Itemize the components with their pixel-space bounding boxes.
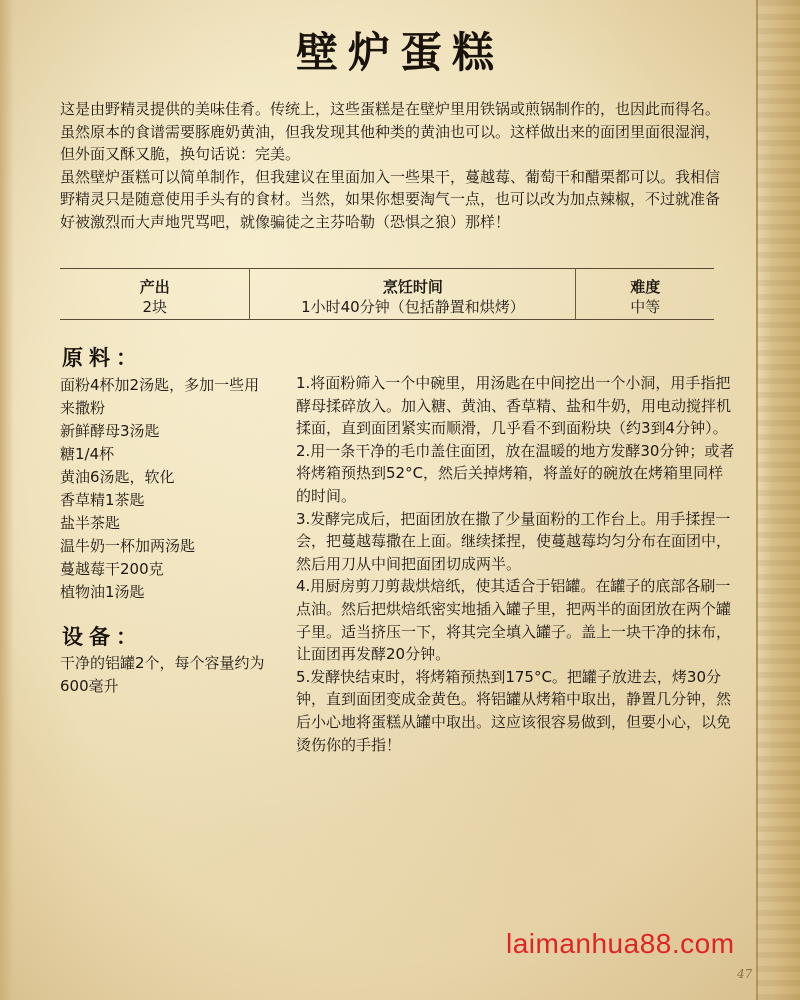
watermark: laimanhua88.com (506, 928, 735, 959)
equipment-heading: 设备： (62, 624, 143, 649)
recipe-title: 壁炉蛋糕 (295, 28, 504, 77)
recipe-stats-table (60, 268, 714, 320)
ingredient-item: 面粉4杯加2汤匙，多加一些用来撒粉 (60, 376, 260, 417)
stat-time (249, 268, 575, 320)
stat-yield-label: 产出 (139, 278, 170, 296)
ingredient-item: 温牛奶一杯加两汤匙 (60, 537, 196, 555)
ingredient-item: 新鲜酵母3汤匙 (60, 422, 160, 440)
stat-difficulty (575, 268, 714, 320)
stat-yield-value: 2块 (142, 298, 167, 316)
equipment-list (60, 652, 265, 698)
intro-text (60, 98, 732, 233)
page-edge-shadow (0, 0, 14, 1000)
stat-time-value: 1小时40分钟（包括静置和烘烤） (301, 298, 525, 316)
ingredients-list (60, 374, 265, 604)
stat-yield (60, 268, 249, 320)
instruction-step: 3.发酵完成后，把面团放在撒了少量面粉的工作台上。用手揉捏一会，把蔓越莓撒在上面。继续揉捏，使蔓越莓均匀分布在面团中，然后用刀从中间把面团切成两半。 (296, 509, 732, 573)
ingredient-item: 香草精1茶匙 (60, 491, 145, 509)
stat-difficulty-label: 难度 (630, 278, 661, 296)
decorative-border (756, 0, 800, 1000)
equipment-item: 干净的铝罐2个，每个容量约为600毫升 (60, 654, 265, 695)
intro-paragraph: 这是由野精灵提供的美味佳肴。传统上，这些蛋糕是在壁炉里用铁锅或煎锅制作的，也因此而得名。虽然原本的食谱需要豚鹿奶黄油，但我发现其他种类的黄油也可以。这样做出来的面团里面很湿润，但外面又酥又脆，换句话说：完美。 (60, 100, 721, 163)
instruction-step: 5.发酵快结束时，将烤箱预热到175°C。把罐子放进去，烤30分钟，直到面团变成金黄色。将铝罐从烤箱中取出，静置几分钟，然后小心地将蛋糕从罐中取出。这应该很容易做到，但要小心，以免烫伤你的手指！ (296, 667, 732, 754)
stats-bottom-rule (60, 319, 714, 320)
ingredient-item: 蔓越莓干200克 (60, 560, 164, 578)
stat-difficulty-value: 中等 (630, 298, 661, 316)
ingredient-item: 黄油6汤匙，软化 (60, 468, 175, 486)
page-number: 47 (737, 967, 753, 981)
instruction-step: 2.用一条干净的毛巾盖住面团，放在温暖的地方发酵30分钟；或者将烤箱预热到52°C，然后关掉烤箱，将盖好的碗放在烤箱里同样的时间。 (296, 441, 735, 505)
instruction-step: 1.将面粉筛入一个中碗里，用汤匙在中间挖出一个小洞，用手指把酵母揉碎放入。加入糖、黄油、香草精、盐和牛奶，用电动搅拌机揉面，直到面团紧实而顺滑，几乎看不到面粉块（约3到4分钟）。 (296, 374, 732, 438)
ingredient-item: 盐半茶匙 (60, 514, 121, 532)
instructions-list (296, 372, 736, 756)
ingredient-item: 植物油1汤匙 (60, 583, 145, 601)
instruction-step: 4.用厨房剪刀剪裁烘焙纸，使其适合于铝罐。在罐子的底部各刷一点油。然后把烘焙纸密实地插入罐子里，把两半的面团放在两个罐子里。适当挤压一下，将其完全填入罐子。盖上一块干净的抹布，让面团再发酵20分钟。 (296, 577, 732, 664)
stat-time-label: 烹饪时间 (382, 278, 443, 296)
ingredient-item: 糖1/4杯 (60, 445, 115, 463)
ingredients-heading: 原料： (62, 345, 143, 370)
intro-paragraph: 虽然壁炉蛋糕可以简单制作，但我建议在里面加入一些果干，蔓越莓、葡萄干和醋栗都可以。我相信野精灵只是随意使用手头有的食材。当然，如果你想要淘气一点，也可以改为加点辣椒，不过就准备好被激烈而大声地咒骂吧，就像骗徒之主芬哈勒（恐惧之狼）那样！ (60, 167, 721, 231)
